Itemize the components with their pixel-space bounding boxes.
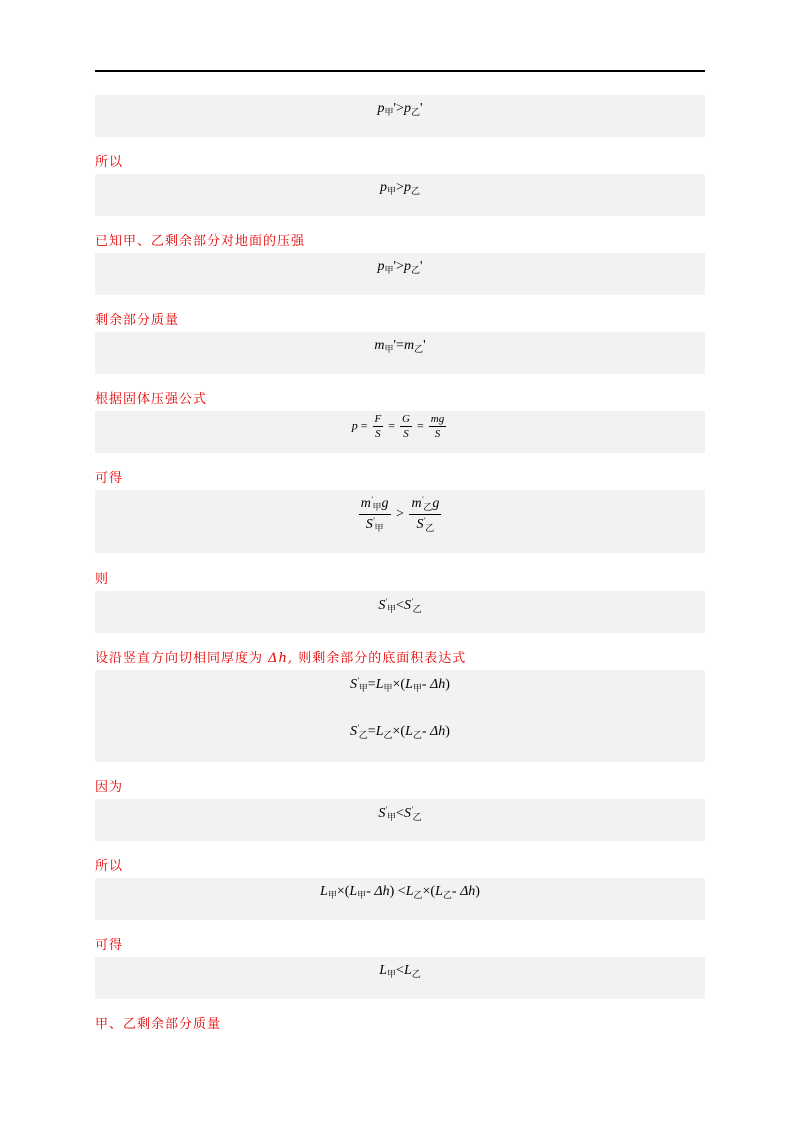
text-thus-2: 可得 <box>95 938 124 953</box>
text-remaining-mass: 剩余部分质量 <box>95 313 180 328</box>
text-therefore-1: 所以 <box>95 155 124 170</box>
text-therefore-2: 所以 <box>95 859 124 874</box>
text-because: 因为 <box>95 780 124 795</box>
formula-box-11: $L_甲<L_乙$ <box>95 957 705 999</box>
formula-box-2: $p_甲>p_乙$ <box>95 174 705 216</box>
formula-box-4: $m_甲'=m_乙'$ <box>95 332 705 374</box>
formula-box-5: p = $\frac{F}{S}$ = $\frac{G}{S}$ = $\frac{mg}{S}$ <box>95 411 705 453</box>
text-solid-pressure-formula: 根据固体压强公式 <box>95 392 208 407</box>
header-rule <box>95 70 705 72</box>
text-assume-cut: 设沿竖直方向切相同厚度为 Δh, 则剩余部分的底面积表达式 <box>95 651 467 666</box>
formula-box-3: $p_甲'>p_乙'$ <box>95 253 705 295</box>
formula-box-9: $S'_甲<S'_乙$ <box>95 799 705 841</box>
formula-box-1: $p_甲'>p_乙'$ <box>95 95 705 137</box>
formula-box-10: $L_甲\times(L_甲-$ $\Delta h) <L_乙\times(L_乙-$ Δh) <box>95 878 705 920</box>
text-remaining-mass-both: 甲、乙剩余部分质量 <box>95 1017 222 1032</box>
text-then: 则 <box>95 572 110 587</box>
text-thus-1: 可得 <box>95 471 124 486</box>
text-known-pressure: 已知甲、乙剩余部分对地面的压强 <box>95 234 306 249</box>
formula-box-6: $\frac{m'_甲g}{S'_甲}$ > $\frac{m'_乙g}{S'_乙}$ <box>95 490 705 553</box>
formula-box-8: $S'_甲=L_甲\times(L_甲-$ Δh) $S'_乙=L_乙\times(L_乙-$ Δh) <box>95 670 705 762</box>
formula-box-7: $S'_甲<S'_乙$ <box>95 591 705 633</box>
